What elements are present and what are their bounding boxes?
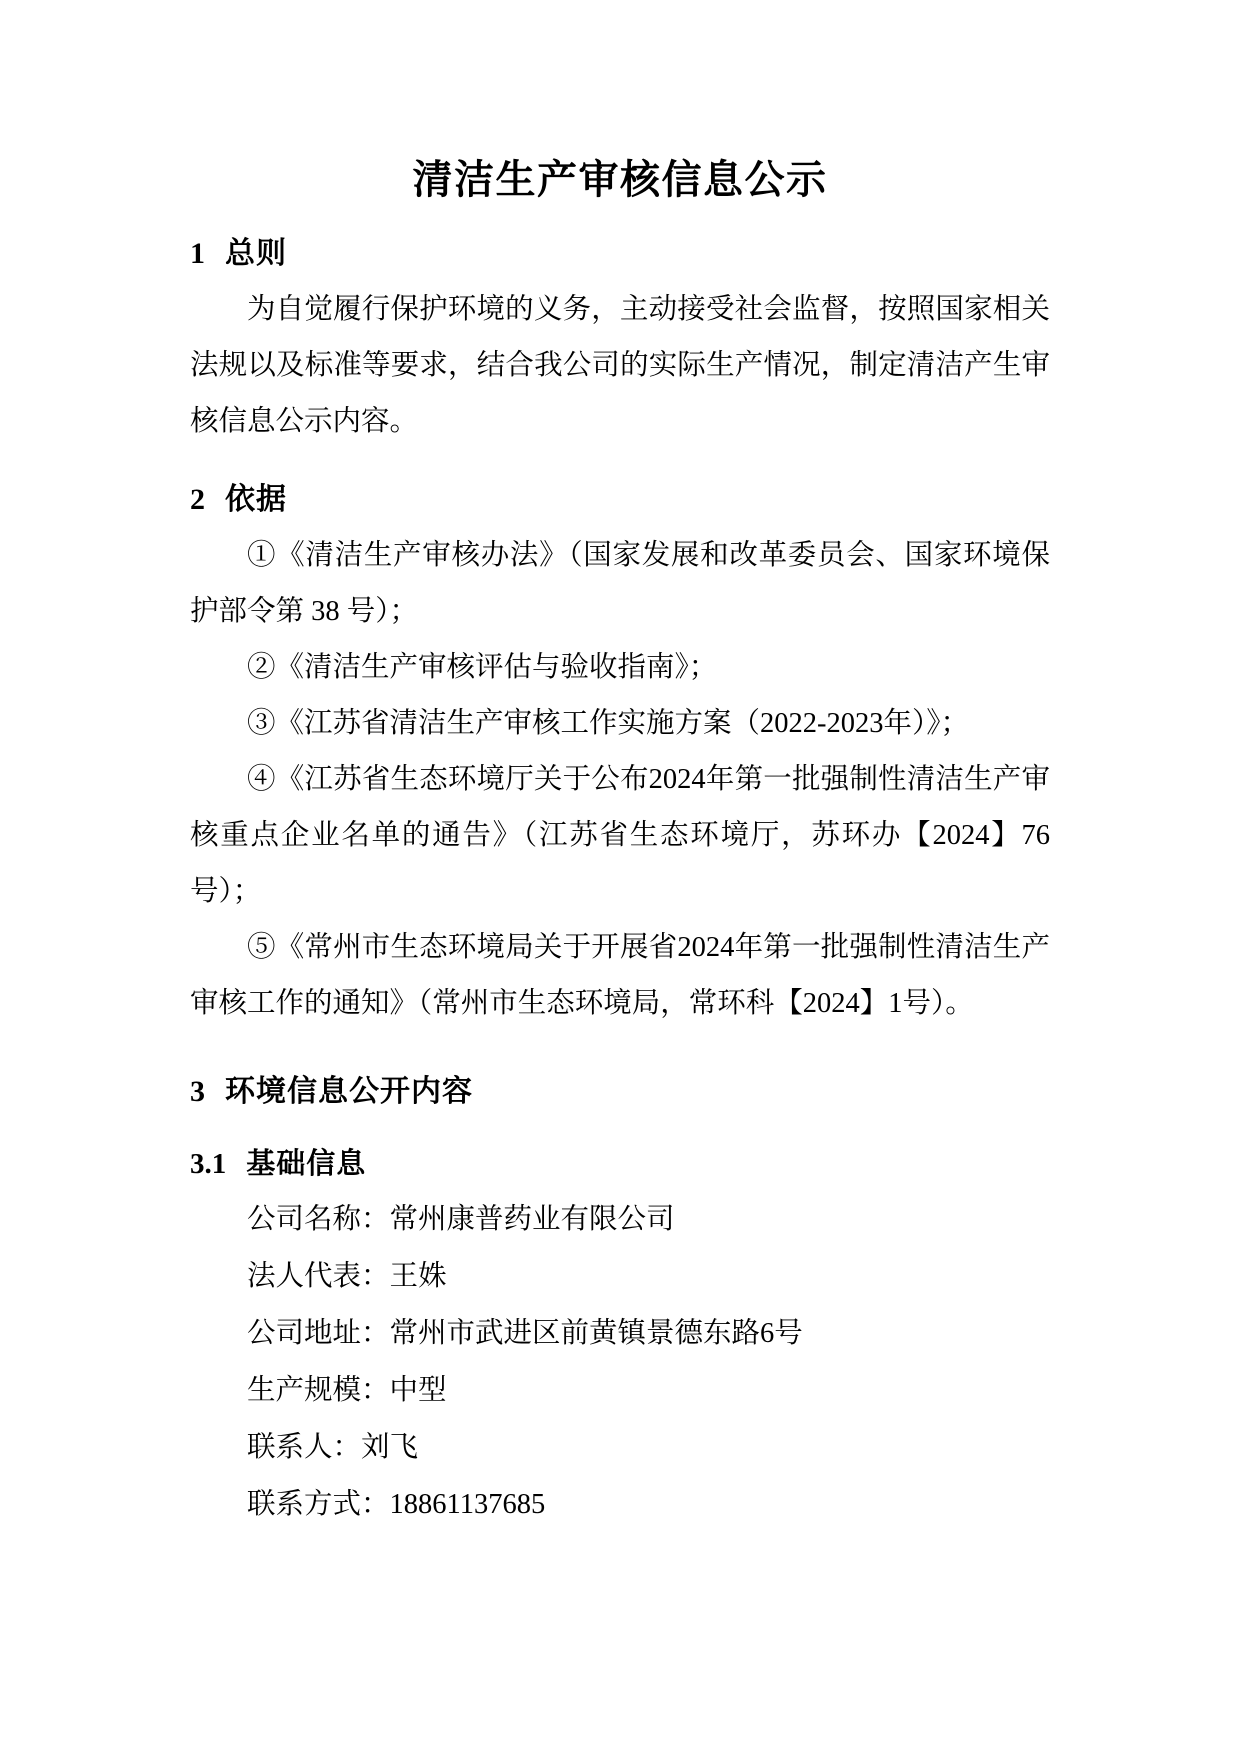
paragraph-basis-item-3: ③《江苏省清洁生产审核工作实施方案（2022-2023年）》；	[247, 708, 969, 739]
section-heading-basis	[190, 472, 1050, 528]
section-number: 1	[190, 237, 205, 270]
paragraph-general-principles: 为自觉履行保护环境的义务，主动接受社会监督，按照国家相关法规以及标准等要求，结合我公司的实际生产情况，制定清洁产生审核信息公示内容。	[190, 294, 1050, 437]
section-heading-text: 总则	[225, 237, 287, 270]
paragraph-basis-item-1: ①《清洁生产审核办法》（国家发展和改革委员会、国家环境保护部令第 38 号）；	[190, 540, 1050, 627]
info-line-contact-person: 联系人：刘飞	[247, 1432, 419, 1463]
subsection-number: 3.1	[190, 1148, 227, 1180]
subsection-heading-basic-info	[190, 1136, 1050, 1192]
section-heading-general	[190, 226, 1050, 282]
section-heading-text: 环境信息公开内容	[225, 1075, 473, 1108]
info-line-production-scale: 生产规模：中型	[247, 1375, 447, 1406]
document-title: 清洁生产审核信息公示	[412, 158, 828, 202]
section-number: 2	[190, 483, 205, 516]
section-heading-disclosure	[190, 1064, 1050, 1120]
info-line-contact-phone: 联系方式：18861137685	[247, 1489, 546, 1520]
paragraph-basis-item-2: ②《清洁生产审核评估与验收指南》；	[247, 652, 718, 683]
subsection-heading-text: 基础信息	[246, 1148, 367, 1180]
section-heading-text: 依据	[225, 483, 287, 516]
info-line-company-address: 公司地址：常州市武进区前黄镇景德东路6号	[247, 1318, 803, 1349]
paragraph-basis-item-5: ⑤《常州市生态环境局关于开展省2024年第一批强制性清洁生产审核工作的通知》（常州市生态环境局，常环科【2024】1号）。	[190, 932, 1050, 1019]
info-line-legal-representative: 法人代表：王姝	[247, 1261, 447, 1292]
paragraph-basis-item-4: ④《江苏省生态环境厅关于公布2024年第一批强制性清洁生产审核重点企业名单的通告》（江苏省生态环境厅，苏环办【2024】76号）；	[190, 764, 1050, 907]
section-number: 3	[190, 1075, 205, 1108]
info-line-company-name: 公司名称：常州康普药业有限公司	[247, 1204, 675, 1235]
